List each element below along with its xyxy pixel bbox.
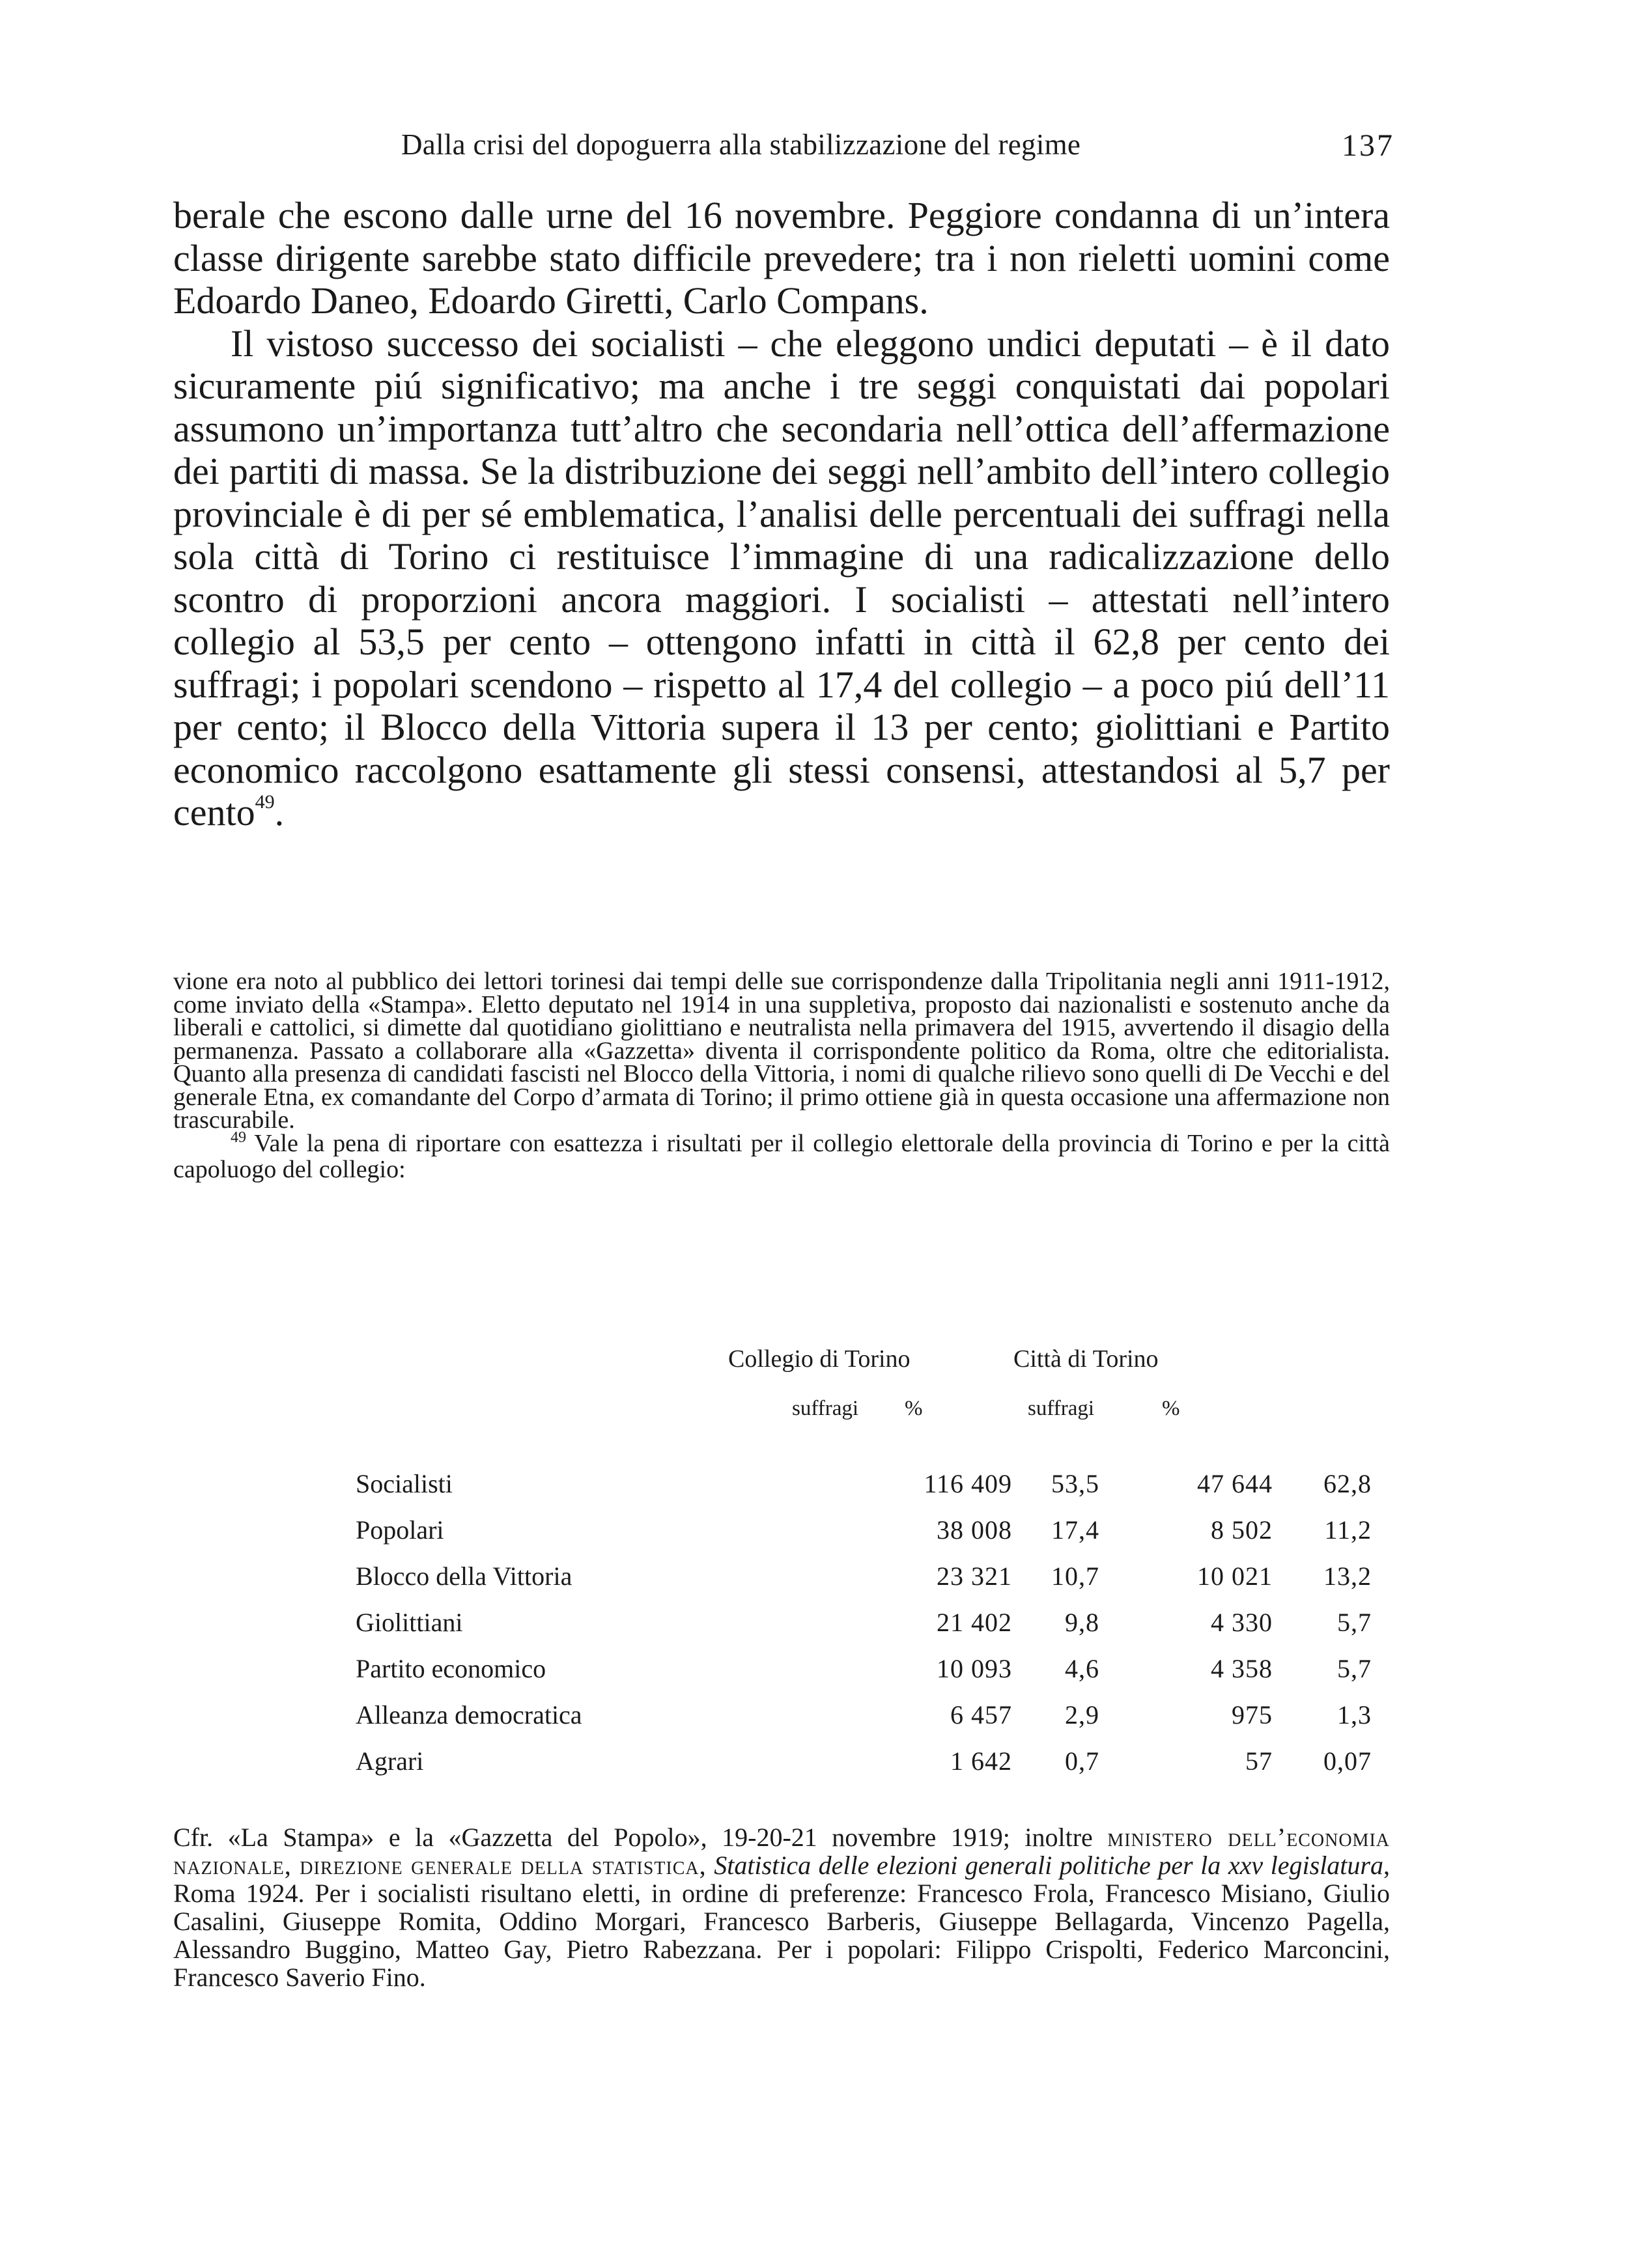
- collegio-votes: 10 093: [937, 1654, 1012, 1683]
- collegio-percent: 9,8: [1065, 1608, 1099, 1637]
- party-name: Popolari: [356, 1515, 444, 1545]
- city-percent: 1,3: [1337, 1700, 1372, 1729]
- city-percent: 13,2: [1323, 1561, 1372, 1591]
- city-percent: 5,7: [1337, 1608, 1372, 1637]
- table-row: [173, 1607, 1390, 1646]
- city-percent: 5,7: [1337, 1654, 1372, 1683]
- collegio-percent: 2,9: [1065, 1700, 1099, 1729]
- footnote-49-text: Vale la pena di riportare con esattezza i risultati per il collegio elettorale della provincia di Torino e per la città capoluogo del collegio:: [173, 1129, 1390, 1183]
- subheader-percent: %: [905, 1397, 923, 1420]
- header-collegio: Collegio di Torino: [728, 1345, 911, 1373]
- source-text-end: , Roma 1924. Per i socialisti risultano eletti, in ordine di preferenze: Francesco Frola, Francesco Misiano, Giulio Casalini, Giuseppe Romita, Oddino Morgari, Francesco Barberis, Giuseppe Bellagarda, Vincenzo Pagella, Alessandro Buggino, Matteo Gay, Pietro Rabezzana. Per i popolari: Filippo Crispolti, Federico Marconcini, Francesco Saverio Fino.: [173, 1851, 1390, 1992]
- paragraph-text: Il vistoso successo dei socialisti – che eleggono undici deputati – è il dato sicuramente piú significativo; ma anche i tre seggi conquistati dai popolari assumono un’importanza tutt’altro che secondaria nell’ottica dell’affermazione dei partiti di massa. Se la distribuzione dei seggi nell’ambito dell’intero collegio provinciale è di per sé emblematica, l’analisi delle percentuali dei suffragi nella sola città di Torino ci restituisce l’immagine di una radicalizzazione dello scontro di proporzioni ancora maggiori. I socialisti – attestati nell’intero collegio al 53,5 per cento – ottengono infatti in città il 62,8 per cento dei suffragi; i popolari scendono – rispetto al 17,4 del collegio – a poco piú dell’11 per cento; il Blocco della Vittoria supera il 13 per cento; giolittiani e Partito economico raccolgono esattamente gli stessi consensi, attestandosi al 5,7 per cento: [173, 322, 1390, 833]
- city-votes: 57: [1245, 1746, 1273, 1776]
- city-votes: 8 502: [1211, 1515, 1273, 1545]
- city-percent: 62,8: [1323, 1469, 1372, 1498]
- party-name: Giolittiani: [356, 1608, 463, 1637]
- header-citta: Città di Torino: [1013, 1345, 1159, 1373]
- collegio-votes: 21 402: [937, 1608, 1012, 1637]
- page-number: 137: [1342, 128, 1394, 163]
- collegio-votes: 23 321: [937, 1561, 1012, 1591]
- footnote-continuation: vione era noto al pubblico dei lettori torinesi dai tempi delle sue corrispondenze dalla Tripolitania negli anni 1911-1912, come inviato della «Stampa». Eletto deputato nel 1914 in una suppletiva, proposto dai nazionalisti e sostenuto anche da liberali e cattolici, si dimette dal quotidiano giolittiano e neutralista nella primavera del 1915, avvertendo il disagio della permanenza. Passato a collaborare alla «Gazzetta» diventa il corrispondente politico da Roma, oltre che editorialista. Quanto alla presenza di candidati fascisti nel Blocco della Vittoria, i nomi di qualche rilievo sono quelli di De Vecchi e del generale Etna, ex comandante del Corpo d’armata di Torino; il primo ottiene già in questa occasione una affermazione non trascurabile.: [173, 968, 1390, 1134]
- collegio-percent: 4,6: [1065, 1654, 1099, 1683]
- source-title: Statistica delle elezioni generali politiche per la xxv legislatura: [714, 1851, 1383, 1880]
- party-name: Blocco della Vittoria: [356, 1561, 572, 1591]
- table-row: [173, 1746, 1390, 1785]
- collegio-votes: 116 409: [924, 1469, 1012, 1498]
- collegio-percent: 0,7: [1065, 1746, 1099, 1776]
- source-paragraph: [173, 1823, 1390, 1991]
- paragraph-end: .: [274, 791, 285, 833]
- table-row: [173, 1515, 1390, 1554]
- party-name: Partito economico: [356, 1654, 546, 1683]
- footnote-reference[interactable]: 49: [255, 791, 275, 813]
- paragraph-continuation: berale che escono dalle urne del 16 novembre. Peggiore condanna di un’intera classe dirigente sarebbe stato difficile prevedere; tra i non rieletti uomini come Edoardo Daneo, Edoardo Giretti, Carlo Compans.: [173, 194, 1390, 322]
- collegio-percent: 53,5: [1051, 1469, 1099, 1498]
- party-name: Alleanza democratica: [356, 1700, 582, 1729]
- collegio-percent: 10,7: [1051, 1561, 1099, 1591]
- table-row: [173, 1468, 1390, 1507]
- source-note: [173, 1823, 1390, 1991]
- paragraph-socialisti: [173, 322, 1390, 841]
- subheader-suffragi: suffragi: [1028, 1397, 1095, 1420]
- city-votes: 4 330: [1211, 1608, 1273, 1637]
- party-name: Agrari: [356, 1746, 424, 1776]
- city-percent: 11,2: [1324, 1515, 1372, 1545]
- collegio-votes: 38 008: [937, 1515, 1012, 1545]
- city-votes: 975: [1232, 1700, 1273, 1729]
- main-text: [173, 194, 1390, 841]
- party-name: Socialisti: [356, 1469, 453, 1498]
- footnote-number: 49: [231, 1128, 246, 1146]
- running-head-title: Dalla crisi del dopoguerra alla stabilizzazione del regime: [401, 128, 1081, 161]
- source-institution: ministero dell’economia nazionale, direzione generale della statistica,: [173, 1823, 1390, 1880]
- collegio-votes: 6 457: [950, 1700, 1012, 1729]
- collegio-votes: 1 642: [950, 1746, 1012, 1776]
- subheader-suffragi: suffragi: [792, 1397, 859, 1420]
- city-votes: 4 358: [1211, 1654, 1273, 1683]
- table-row: [173, 1700, 1390, 1739]
- subheader-percent: %: [1162, 1397, 1180, 1420]
- city-votes: 10 021: [1197, 1561, 1273, 1591]
- source-text: Cfr. «La Stampa» e la «Gazzetta del Popolo», 19-20-21 novembre 1919; inoltre: [173, 1823, 1108, 1852]
- table-row: [173, 1561, 1390, 1600]
- city-votes: 47 644: [1197, 1469, 1273, 1498]
- collegio-percent: 17,4: [1051, 1515, 1099, 1545]
- table-row: [173, 1653, 1390, 1692]
- footnotes: [173, 970, 1390, 1182]
- footnote-49: [173, 1128, 1390, 1183]
- city-percent: 0,07: [1323, 1746, 1372, 1776]
